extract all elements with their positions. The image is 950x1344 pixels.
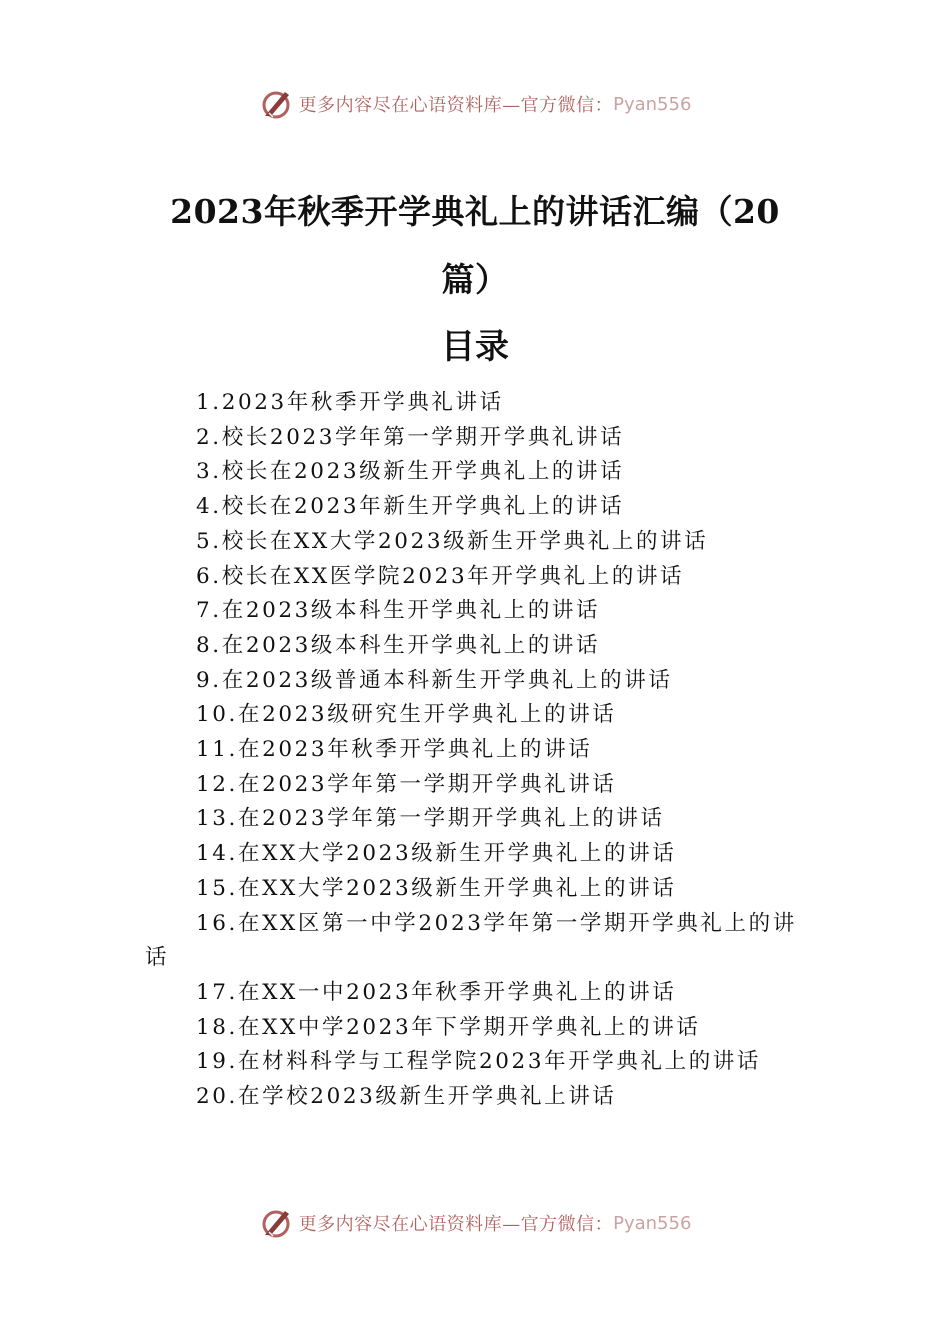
toc-item: 8.在2023级本科生开学典礼上的讲话: [196, 632, 601, 658]
toc-item: 12.在2023学年第一学期开学典礼讲话: [196, 771, 617, 797]
toc-item: 20.在学校2023级新生开学典礼上讲话: [196, 1084, 617, 1110]
quill-logo-icon: [259, 1205, 295, 1241]
toc-item: 10.在2023级研究生开学典礼上的讲话: [196, 702, 617, 728]
watermark-text: 更多内容尽在心语资料库—官方微信：: [298, 1214, 614, 1235]
toc-item: 18.在XX中学2023年下学期开学典礼上的讲话: [196, 1014, 701, 1040]
toc-item: 15.在XX大学2023级新生开学典礼上的讲话: [196, 875, 677, 901]
toc-item: 17.在XX一中2023年秋季开学典礼上的讲话: [196, 979, 677, 1005]
page-footer-watermark: [0, 1203, 950, 1243]
toc-item: 2.校长2023学年第一学期开学典礼讲话: [196, 424, 625, 450]
toc-item: 11.在2023年秋季开学典礼上的讲话: [196, 737, 593, 763]
watermark-wechat-id: Pyan556: [613, 1212, 692, 1234]
toc-item: 13.在2023学年第一学期开学典礼上的讲话: [196, 806, 665, 832]
toc-heading: 目录: [441, 327, 509, 367]
quill-logo-icon: [259, 86, 295, 122]
watermark-text: 更多内容尽在心语资料库—官方微信：: [298, 95, 614, 116]
table-of-contents: [145, 386, 805, 1115]
toc-item: 4.校长在2023年新生开学典礼上的讲话: [196, 494, 625, 520]
page-header-watermark: [0, 84, 950, 124]
toc-item: 1.2023年秋季开学典礼讲话: [196, 390, 504, 415]
toc-item: 6.校长在XX医学院2023年开学典礼上的讲话: [196, 563, 685, 589]
watermark-wechat-id: Pyan556: [613, 93, 692, 115]
toc-item: 7.在2023级本科生开学典礼上的讲话: [196, 598, 601, 624]
toc-item: 3.校长在2023级新生开学典礼上的讲话: [196, 459, 625, 485]
toc-item: 16.在XX区第一中学2023学年第一学期开学典礼上的讲话: [145, 910, 797, 971]
toc-item: 19.在材料科学与工程学院2023年开学典礼上的讲话: [196, 1049, 762, 1075]
toc-item: 9.在2023级普通本科新生开学典礼上的讲话: [196, 667, 673, 693]
document-title: 2023年秋季开学典礼上的讲话汇编（20篇）: [170, 192, 780, 299]
toc-item: 14.在XX大学2023级新生开学典礼上的讲话: [196, 841, 677, 867]
toc-item: 5.校长在XX大学2023级新生开学典礼上的讲话: [196, 528, 709, 554]
